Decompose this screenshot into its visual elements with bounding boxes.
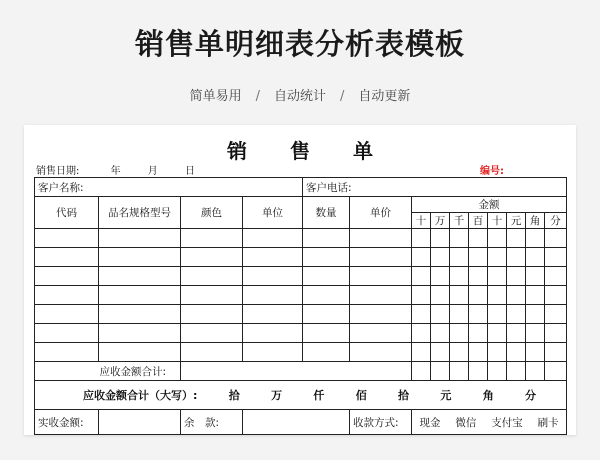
subtotal-digit (526, 362, 545, 381)
table-cell (303, 324, 350, 343)
payment-cash: 现金 (419, 416, 441, 429)
table-cell (450, 286, 469, 305)
tag-auto-update: 自动更新 (358, 89, 411, 104)
table-cell (243, 305, 303, 324)
subtotal-digit (412, 362, 431, 381)
table-cell (412, 324, 431, 343)
table-cell (507, 305, 526, 324)
table-cell (545, 286, 567, 305)
table-cell (412, 267, 431, 286)
customer-name-field: 客户名称: (35, 178, 303, 197)
digit-header: 分 (545, 213, 567, 229)
table-cell (545, 248, 567, 267)
table-row (35, 248, 567, 267)
uppercase-unit: 仟 (313, 389, 325, 402)
table-cell (181, 229, 243, 248)
subtotal-digit (545, 362, 567, 381)
subtotal-digit (507, 362, 526, 381)
table-row (35, 286, 567, 305)
customer-phone-field: 客户电话: (303, 178, 567, 197)
table-cell (450, 305, 469, 324)
table-cell (431, 229, 450, 248)
uppercase-unit: 拾 (228, 389, 240, 402)
table-cell (526, 248, 545, 267)
subtotal-label: 应收金额合计: (35, 362, 181, 381)
date-label: 销售日期: (36, 166, 80, 177)
day-label: 日 (184, 166, 195, 177)
table-cell (181, 267, 243, 286)
table-cell (99, 229, 181, 248)
table-cell (507, 267, 526, 286)
table-cell (450, 343, 469, 362)
subtotal-value (181, 362, 412, 381)
table-cell (488, 324, 507, 343)
table-cell (488, 305, 507, 324)
table-cell (545, 305, 567, 324)
tag-separator: / (340, 89, 345, 104)
table-cell (350, 229, 412, 248)
table-cell (99, 324, 181, 343)
payment-wechat: 微信 (455, 416, 477, 429)
table-cell (431, 248, 450, 267)
col-quantity: 数量 (303, 197, 350, 229)
table-cell (488, 267, 507, 286)
table-cell (526, 229, 545, 248)
table-cell (99, 343, 181, 362)
table-cell (469, 267, 488, 286)
table-cell (99, 267, 181, 286)
subtotal-digit (450, 362, 469, 381)
digit-header: 元 (507, 213, 526, 229)
table-cell (450, 267, 469, 286)
payment-method-label: 收款方式: (350, 410, 412, 435)
table-cell (412, 229, 431, 248)
table-row (35, 324, 567, 343)
table-cell (303, 267, 350, 286)
table-cell (181, 248, 243, 267)
table-cell (243, 229, 303, 248)
sales-date (36, 162, 195, 177)
table-cell (469, 343, 488, 362)
month-label: 月 (147, 166, 158, 177)
table-cell (526, 343, 545, 362)
table-cell (469, 324, 488, 343)
table-cell (350, 305, 412, 324)
table-cell (488, 229, 507, 248)
table-cell (469, 305, 488, 324)
table-cell (181, 305, 243, 324)
table-cell (507, 248, 526, 267)
table-row (35, 229, 567, 248)
table-cell (488, 286, 507, 305)
col-amount: 金额 (412, 197, 567, 213)
year-label: 年 (110, 166, 121, 177)
number-label: 编号: (480, 166, 504, 177)
table-row (35, 343, 567, 362)
table-cell (243, 343, 303, 362)
table-cell (181, 286, 243, 305)
table-cell (181, 343, 243, 362)
table-cell (526, 305, 545, 324)
table-cell (450, 248, 469, 267)
table-row (35, 267, 567, 286)
uppercase-unit: 万 (271, 389, 283, 402)
table-cell (350, 343, 412, 362)
uppercase-unit: 拾 (398, 389, 410, 402)
table-cell (431, 305, 450, 324)
col-color: 颜色 (181, 197, 243, 229)
table-cell (507, 286, 526, 305)
uppercase-unit: 角 (482, 389, 494, 402)
table-cell (35, 267, 99, 286)
table-cell (526, 267, 545, 286)
table-cell (99, 286, 181, 305)
table-cell (35, 305, 99, 324)
table-cell (545, 343, 567, 362)
table-cell (469, 229, 488, 248)
table-cell (243, 286, 303, 305)
table-cell (350, 248, 412, 267)
table-cell (350, 267, 412, 286)
digit-header: 千 (450, 213, 469, 229)
digit-header: 百 (469, 213, 488, 229)
table-cell (412, 286, 431, 305)
table-cell (507, 343, 526, 362)
table-cell (526, 286, 545, 305)
digit-header: 十 (412, 213, 431, 229)
received-amount-value (99, 410, 181, 435)
tag-separator: / (255, 89, 260, 104)
balance-label: 余 款: (181, 410, 243, 435)
table-cell (35, 286, 99, 305)
table-cell (303, 286, 350, 305)
feature-tags (0, 85, 600, 104)
payment-card: 刷卡 (537, 416, 559, 429)
received-amount-label: 实收金额: (35, 410, 99, 435)
col-product-spec: 品名规格型号 (99, 197, 181, 229)
table-cell (469, 286, 488, 305)
table-cell (431, 343, 450, 362)
digit-header: 十 (488, 213, 507, 229)
col-code: 代码 (35, 197, 99, 229)
payment-methods (412, 410, 567, 435)
table-cell (431, 286, 450, 305)
col-unit-price: 单价 (350, 197, 412, 229)
payment-alipay: 支付宝 (491, 416, 523, 429)
tag-auto-stat: 自动统计 (273, 89, 326, 104)
table-cell (545, 324, 567, 343)
table-cell (243, 267, 303, 286)
table-cell (507, 229, 526, 248)
subtotal-digit (431, 362, 450, 381)
table-cell (350, 286, 412, 305)
table-row (35, 305, 567, 324)
table-cell (469, 248, 488, 267)
table-cell (181, 324, 243, 343)
subtotal-digit (469, 362, 488, 381)
table-cell (303, 229, 350, 248)
uppercase-unit: 分 (525, 389, 537, 402)
table-cell (350, 324, 412, 343)
digit-header: 万 (431, 213, 450, 229)
table-cell (35, 324, 99, 343)
table-cell (35, 343, 99, 362)
table-cell (450, 324, 469, 343)
table-cell (99, 248, 181, 267)
table-cell (303, 305, 350, 324)
table-cell (35, 229, 99, 248)
uppercase-total-row (35, 381, 567, 410)
table-cell (507, 324, 526, 343)
page-title: 销售单明细表分析表模板 (134, 27, 465, 61)
table-cell (303, 343, 350, 362)
balance-value (243, 410, 350, 435)
tag-easy: 简单易用 (189, 89, 242, 104)
table-cell (488, 248, 507, 267)
table-cell (243, 324, 303, 343)
table-cell (431, 324, 450, 343)
table-cell (303, 248, 350, 267)
table-cell (450, 229, 469, 248)
col-unit: 单位 (243, 197, 303, 229)
table-cell (99, 305, 181, 324)
uppercase-unit: 元 (440, 389, 452, 402)
slip-title: 销 售 单 (227, 139, 391, 163)
table-cell (431, 267, 450, 286)
digit-header: 角 (526, 213, 545, 229)
sales-slip-sheet (24, 125, 576, 435)
table-cell (488, 343, 507, 362)
table-cell (243, 248, 303, 267)
table-cell (412, 248, 431, 267)
uppercase-unit: 佰 (355, 389, 367, 402)
table-cell (35, 248, 99, 267)
subtotal-digit (488, 362, 507, 381)
table-cell (545, 229, 567, 248)
table-cell (526, 324, 545, 343)
uppercase-total-label: 应收金额合计（大写）: (83, 389, 198, 402)
table-cell (412, 343, 431, 362)
sales-table (34, 177, 567, 435)
table-cell (412, 305, 431, 324)
table-cell (545, 267, 567, 286)
